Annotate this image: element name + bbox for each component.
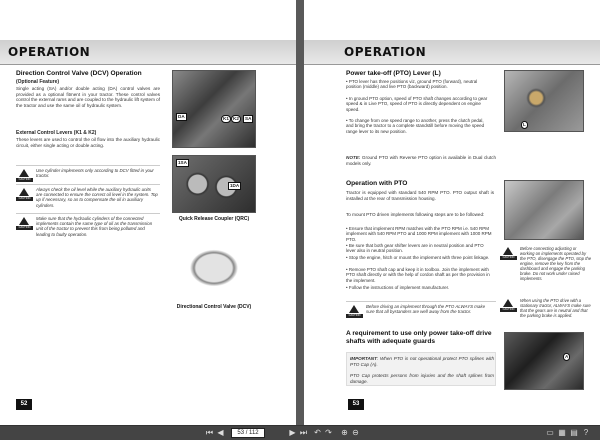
- caution-text: Always check the oil level while the auxiliary hydraulic units are connected to ensure the correct oil level in the system. Top up if necessary, so as to compensate the oil in auxiliary cylinders.: [36, 187, 158, 208]
- mount-intro: To mount PTO driven implements following steps are to be followed:: [346, 212, 485, 217]
- caution-text: When using the PTO drive with a stationary tractor, ALWAYS make sure that the gears are in neutral and that the parking brake is applied.: [520, 298, 591, 318]
- caution-text: Make sure that the hydraulic cylinders of the connected implements contain the same type of oil as the transmission unit of the tractor to prevent this from being polluted and leading to faulty operation.: [36, 216, 153, 237]
- page-number: 52: [16, 399, 32, 410]
- pto-lever-photo: [504, 70, 584, 132]
- tag-1da: 1DA: [230, 183, 240, 188]
- thumbnails-icon[interactable]: ▦: [558, 428, 566, 437]
- tag-k1: K1: [223, 116, 229, 121]
- viewer-toolbar: [0, 425, 600, 440]
- dcv-subtitle: (Optional Feature): [16, 79, 60, 85]
- back-icon[interactable]: ↶: [314, 428, 321, 437]
- pto-shaft-photo: [504, 180, 584, 240]
- page-number: 53: [348, 399, 364, 410]
- tag-sa: SA: [245, 116, 252, 121]
- tag-da: DA: [178, 114, 185, 119]
- caution-text: Use cylinder implements only according to DCV fitted in your tractor.: [36, 168, 154, 179]
- caution-icon: CAUTION: [16, 188, 33, 202]
- header-rule: [0, 64, 296, 65]
- help-icon[interactable]: ?: [583, 428, 589, 437]
- header-rule: [304, 64, 600, 65]
- caution-side-1: [500, 244, 592, 282]
- caution-icon: CAUTION: [16, 169, 33, 183]
- caution-text: Before connecting adjusting or working on implements operated by the PTO, disengage the PTO, stop the engine, remove the key from the dashboard and engage the parking brake. Do not work under raised implements.: [520, 246, 592, 281]
- next-page-icon[interactable]: ▶: [289, 428, 296, 437]
- tag-k2: K2: [233, 116, 239, 121]
- dcv-title: Direction Control Valve (DCV) Operation: [16, 70, 142, 77]
- caption-qrc: Quick Release Coupler (QRC): [178, 216, 250, 222]
- qrc-photo: [172, 155, 256, 213]
- caution-side-2: [500, 296, 592, 322]
- note: NOTE: Ground PTO with Reverse PTO option is available in Dual clutch models only.: [346, 155, 497, 166]
- caption-dcv: Directional Control Valve (DCV): [176, 304, 252, 310]
- dcv-photo: [172, 236, 256, 300]
- caution-icon: CAUTION: [16, 217, 33, 231]
- header-title: OPERATION: [8, 45, 91, 59]
- pto-lever-title: Power take-off (PTO) Lever (L): [346, 70, 441, 77]
- ecl-title: External Control Levers (K1 & K2): [16, 130, 97, 136]
- caution-box-3: [16, 213, 160, 241]
- pto-bullet: • PTO lever has three positions viz, ground PTO (forward), neutral position (middle) and live PTO (backward) position.: [346, 79, 478, 90]
- fit-icon[interactable]: ▭: [546, 428, 554, 437]
- caution-text: Before driving an implement through the PTO ALWAYS make sure that all bystanders are well away from the tractor.: [366, 304, 486, 315]
- caution-icon: CAUTION: [500, 299, 517, 313]
- header-title: OPERATION: [344, 45, 427, 59]
- caution-icon: CAUTION: [346, 305, 363, 319]
- mount-bullet: • Stop the engine, hitch or mount the implement with three point linkage.: [346, 255, 490, 260]
- grid-icon[interactable]: ▤: [570, 428, 578, 437]
- operation-title: Operation with PTO: [346, 180, 408, 187]
- zoom-in-icon[interactable]: ⊕: [341, 428, 348, 437]
- mount-bullet: • Ensure that implement RPM matches with the PTO RPM i.e. 540 RPM implement with 540 RPM PTO and 1000 RPM implement with 1000 RPM PTO.: [346, 226, 492, 242]
- prev-page-icon[interactable]: ◀: [217, 428, 224, 437]
- caution-box-1: [16, 165, 160, 185]
- mount-bullet: • Follow the instructions of implement manufacturer.: [346, 285, 450, 290]
- ecl-text: These levers are used to control the oil flow into the auxiliary hydraulic circuit, either single acting or double acting.: [16, 137, 160, 148]
- page-52: [0, 0, 296, 425]
- page-number-input[interactable]: 53 / 112: [231, 428, 265, 438]
- last-page-icon[interactable]: ⏭: [299, 428, 308, 437]
- page-header: [304, 40, 600, 64]
- zoom-out-icon[interactable]: ⊖: [352, 428, 359, 437]
- pto-bullet: • In ground PTO option, speed of PTO shaft changes according to gear speed & in Live PTO, speed of PTO is directly dependent on engine speed.: [346, 96, 488, 112]
- first-page-icon[interactable]: ⏮: [205, 428, 214, 437]
- requirement-title: A requirement to use only power take-off drive shafts with adequate guards: [346, 330, 492, 345]
- important-box: IMPORTANT: When PTO is not operational protect PTO splines with PTO Cap (A). PTO Cap protects persons from injuries and the shaft splines from damage.: [346, 352, 496, 386]
- pto-bullet: • To change from one speed range to another, press the clutch pedal, and bring the tractor to a complete standstill before moving the speed range lever to its new position.: [346, 118, 485, 134]
- control-levers-photo: [172, 70, 256, 148]
- caution-icon: CAUTION: [500, 247, 517, 261]
- tag-1sa: 1SA: [178, 160, 187, 165]
- mount-bullet: • Be sure that both gear shifter levers are in neutral position and PTO lever also in neutral position.: [346, 243, 484, 254]
- page-header: [0, 40, 296, 64]
- mount-bullet: • Remove PTO shaft cap and keep it in toolbox. Join the implement with PTO shaft directly or with the help of cordon shaft as per the provision in the implement.: [346, 267, 490, 283]
- tag-l: L: [523, 122, 526, 127]
- dcv-text: Single acting (SA) and/or double acting (DA) control valves are provided as a optional fitment in your tractor. These control valves control the external rams and are coupled to the hydraulic lift system of the tractor and use the same oil of hydraulic system.: [16, 86, 161, 108]
- tag-a: A: [565, 354, 569, 359]
- operation-text: Tractor is equipped with standard 540 RPM PTO. PTO output shaft is installed at the rear of transmission housing.: [346, 190, 494, 201]
- pto-cap-photo: [504, 332, 584, 390]
- caution-box-2: [16, 184, 160, 210]
- caution-mid: [346, 301, 496, 323]
- forward-icon[interactable]: ↷: [325, 428, 332, 437]
